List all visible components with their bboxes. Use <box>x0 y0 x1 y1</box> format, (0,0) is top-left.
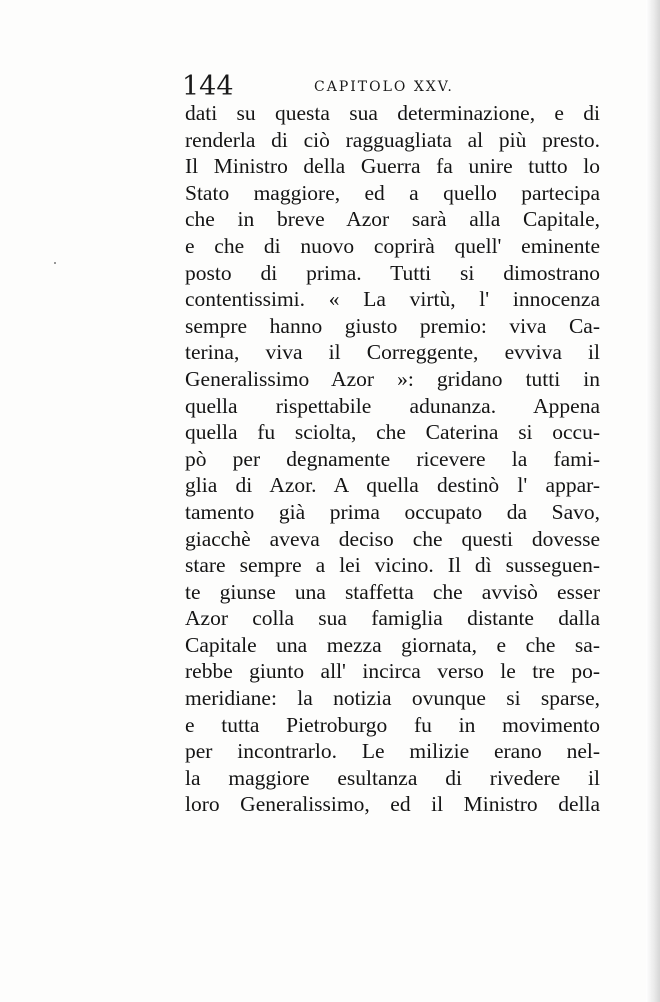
text-line: giacchè aveva deciso che questi dovesse <box>185 526 600 551</box>
page-header <box>182 70 602 104</box>
text-line: dati su questa sua determinazione, e di <box>185 101 600 125</box>
text-line: per incontrarlo. Le milizie erano nel- <box>185 739 600 764</box>
text-line: pò per degnamente ricevere la fami- <box>185 446 600 471</box>
paper-speck <box>54 262 56 264</box>
text-line: rebbe giunto all' incirca verso le tre po- <box>185 659 600 684</box>
text-line: Capitale una mezza giornata, e che sa- <box>185 632 600 657</box>
text-line: la maggiore esultanza di rivedere il <box>185 765 600 790</box>
text-line: renderla di ciò ragguagliata al più presto. <box>185 127 600 152</box>
text-line: stare sempre a lei vicino. Il dì susseguen- <box>185 553 600 578</box>
body-text <box>185 100 600 818</box>
text-line: te giunse una staffetta che avvisò esser <box>185 579 600 604</box>
text-line: terina, viva il Correggente, evviva il <box>185 340 600 365</box>
text-line: tamento già prima occupato da Savo, <box>185 499 600 524</box>
text-line: che in breve Azor sarà alla Capitale, <box>185 207 600 232</box>
text-line: meridiane: la notizia ovunque si sparse, <box>185 686 600 711</box>
text-line: posto di prima. Tutti si dimostrano <box>185 260 600 285</box>
text-line: quella rispettabile adunanza. Appena <box>185 393 600 418</box>
running-head: CAPITOLO XXV. <box>314 79 454 95</box>
text-line: Stato maggiore, ed a quello partecipa <box>185 180 600 205</box>
text-line: Azor colla sua famiglia distante dalla <box>185 606 600 631</box>
page-edge-shadow <box>646 0 660 1002</box>
text-line: contentissimi. « La virtù, l' innocenza <box>185 287 600 312</box>
text-line: Generalissimo Azor »: gridano tutti in <box>185 366 600 391</box>
text-line: e tutta Pietroburgo fu in movimento <box>185 712 600 737</box>
text-line: sempre hanno giusto premio: viva Ca- <box>185 313 600 338</box>
text-line: quella fu sciolta, che Caterina si occu- <box>185 420 600 445</box>
text-line: loro Generalissimo, ed il Ministro della <box>185 792 600 817</box>
text-line: glia di Azor. A quella destinò l' appar- <box>185 473 600 498</box>
text-line: e che di nuovo coprirà quell' eminente <box>185 233 600 258</box>
page-number: 144 <box>182 71 234 102</box>
text-line: Il Ministro della Guerra fa unire tutto lo <box>185 154 600 179</box>
